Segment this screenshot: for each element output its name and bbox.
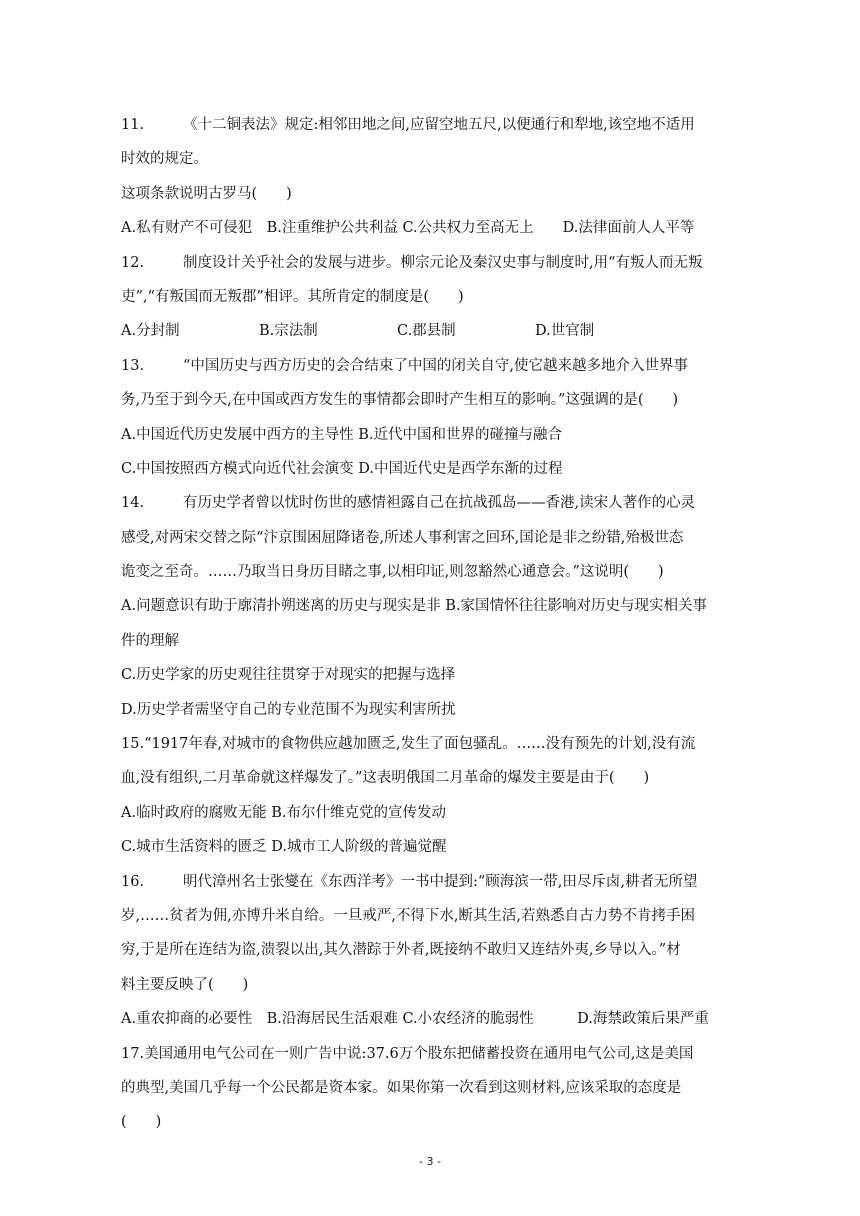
question-15-line-1: 15.“1917年春,对城市的食物供应越加匮乏,发生了面包骚乱。……没有预先的计划,没有流 xyxy=(121,727,741,761)
question-13-line-1: 13. “中国历史与西方历史的会合结束了中国的闭关自守,使它越来越多地介入世界事 xyxy=(121,349,741,383)
question-11-options: A.私有财产不可侵犯 B.注重维护公共利益 C.公共权力至高无上 D.法律面前人人平等 xyxy=(121,220,695,237)
question-17-line-1: 17.美国通用电气公司在一则广告中说:37.6万个股东把储蓄投资在通用电气公司,这是美国 xyxy=(121,1037,741,1071)
question-16-line-2: 岁,……贫者为佣,亦博升米自给。一旦戒严,不得下水,断其生活,若熟悉自古力势不肯拷手困 xyxy=(121,907,696,924)
question-14-line-3: 诡变之至奇。……乃取当日身历目睹之事,以相印证,则忽豁然心通意会。”这说明( ) xyxy=(121,564,664,581)
question-16-line-3: 穷,于是所在连结为盗,溃裂以出,其久潜踪于外者,既接纳不敢归又连结外夷,乡导以入。”材 xyxy=(121,942,681,959)
question-number: 14. xyxy=(121,495,145,512)
option-b: B.宗法制 xyxy=(259,323,318,340)
question-15-line-2: 血,没有组织,二月革命就这样爆发了。”这表明俄国二月革命的爆发主要是由于( ) xyxy=(121,770,650,787)
question-16-line-4: 料主要反映了( ) xyxy=(121,976,249,993)
question-14-options-ab: A.问题意识有助于廓清扑朔迷离的历史与现实是非 B.家国情怀往往影响对历史与现实相关事 xyxy=(121,598,707,615)
option-a: A.分封制 xyxy=(121,323,180,340)
question-14-line-1: 14. 有历史学者曾以忧时伤世的感情袒露自己在抗战孤岛——香港,读宋人著作的心灵 xyxy=(121,486,741,520)
question-16-line-1: 16. 明代漳州名士张燮在《东西洋考》一书中提到:“顾海滨一带,田尽斥卤,耕者无所望 xyxy=(121,865,741,899)
question-11-line-1: 11. 《十二铜表法》规定:相邻田地之间,应留空地五尺,以便通行和犁地,该空地不适用 xyxy=(121,108,741,142)
question-13-options-ab: A.中国近代历史发展中西方的主导性 B.近代中国和世界的碰撞与融合 xyxy=(121,426,562,443)
question-14-options-b-cont: 件的理解 xyxy=(121,632,179,649)
question-17-line-3: ( ) xyxy=(121,1114,162,1131)
question-15-options-ab: A.临时政府的腐败无能 B.布尔什维克党的宣传发动 xyxy=(121,804,446,821)
question-12-line-1: 12. 制度设计关乎社会的发展与进步。柳宗元论及秦汉史事与制度时,用“有叛人而无叛 xyxy=(121,246,741,280)
question-list xyxy=(121,108,741,1140)
question-number: 15. xyxy=(121,736,145,753)
question-16-options: A.重农抑商的必要性 B.沿海居民生活艰难 C.小农经济的脆弱性 D.海禁政策后果严重 xyxy=(121,1011,709,1028)
question-13-line-2: 务,乃至于到今天,在中国或西方发生的事情都会即时产生相互的影响。”这强调的是( ) xyxy=(121,392,679,409)
question-14-option-d: D.历史学者需坚守自己的专业范围不为现实利害所扰 xyxy=(121,701,456,718)
question-11-line-3: 这项条款说明古罗马( ) xyxy=(121,185,292,202)
question-14-option-c: C.历史学家的历史观往往贯穿于对现实的把握与选择 xyxy=(121,667,456,684)
question-number: 13. xyxy=(121,357,145,374)
question-13-options-cd: C.中国按照西方模式向近代社会演变 D.中国近代史是西学东渐的过程 xyxy=(121,460,563,477)
question-number: 12. xyxy=(121,254,145,271)
question-12-options xyxy=(121,314,741,348)
question-number: 17. xyxy=(121,1045,145,1062)
question-14-line-2: 感受,对两宋交替之际“汴京围困屈降诸卷,所述人事利害之回环,国论是非之纷错,殆极世态 xyxy=(121,529,684,546)
question-17-line-2: 的典型,美国几乎每一个公民都是资本家。如果你第一次看到这则材料,应该采取的态度是 xyxy=(121,1079,682,1096)
question-15-options-cd: C.城市生活资料的匮乏 D.城市工人阶级的普遍觉醒 xyxy=(121,839,447,856)
question-number: 16. xyxy=(121,873,145,890)
question-11-line-2: 时效的规定。 xyxy=(121,151,208,168)
page-number: - 3 - xyxy=(419,1155,441,1168)
question-number: 11. xyxy=(121,117,145,133)
option-d: D.世官制 xyxy=(535,323,595,340)
question-12-line-2: 吏”,“有叛国而无叛郡”相评。其所肯定的制度是( ) xyxy=(121,288,464,305)
option-c: C.郡县制 xyxy=(397,323,456,340)
